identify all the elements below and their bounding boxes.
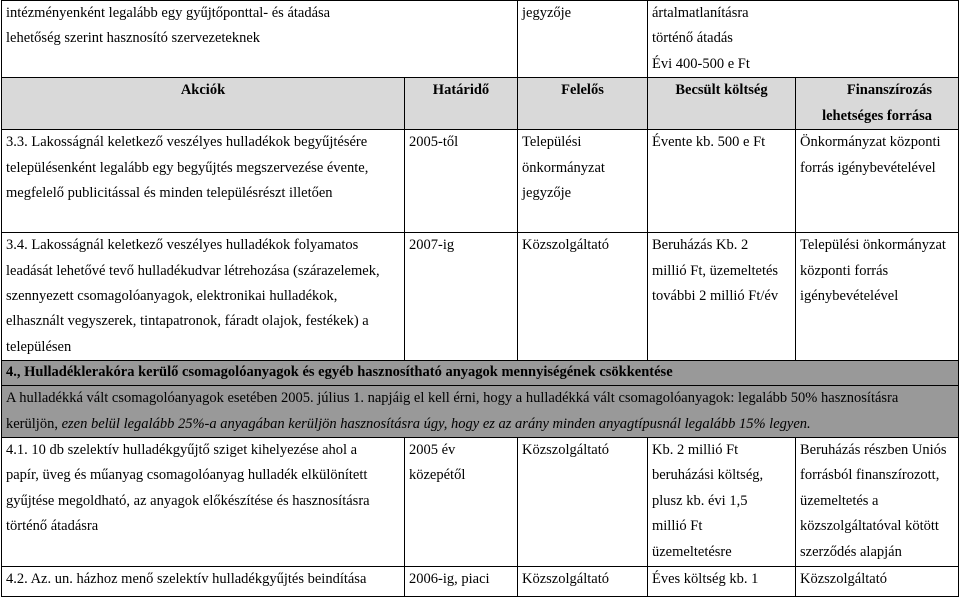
cell-text-line: történő átadás (652, 30, 733, 47)
deadline-cell (405, 233, 518, 361)
cell-text-line: közepétől (409, 467, 466, 484)
cell-text-line: Közszolgáltató (522, 237, 609, 254)
cell-text-line: lehetőség szerint hasznosító szervezeteknek (6, 30, 261, 47)
cell-text-line: ártalmatlanításra (652, 5, 749, 21)
cell-text-line: lehetséges forrása (822, 107, 932, 124)
cost-cell (648, 567, 796, 597)
section-4-description-row (2, 386, 959, 438)
cell-text-line: Közszolgáltató (522, 571, 609, 588)
cell-text-line: településenként legalább egy begyűjtés megszervezése évente, (6, 159, 369, 176)
cell-text-line: Beruházás részben Uniós (800, 442, 947, 459)
table-header-row (2, 78, 959, 130)
cell-text-line: megfelelő publicitással és minden településrészt illetően (6, 185, 333, 202)
cell-text-line: Közszolgáltató (800, 571, 887, 588)
cell-text-line: 2005 év (409, 442, 456, 459)
table-row-4-2 (2, 567, 959, 597)
section-description (2, 386, 959, 438)
table-row-3-3 (2, 130, 959, 233)
cell-text-line: millió Ft, üzemeltetés (652, 262, 779, 279)
header-responsible: Felelős (518, 78, 648, 130)
deadline-cell (405, 567, 518, 597)
cell-text-line: 3.3. Lakosságnál keletkező veszélyes hulladékok begyűjtésére (6, 134, 368, 151)
cell-text-line: közszolgáltatóval kötött (800, 518, 939, 535)
cell-text-line: Kb. 2 millió Ft (652, 442, 739, 459)
cell-text-line: leadását lehetővé tevő hulladékudvar létrehozása (szárazelemek, (6, 262, 380, 279)
cost-cell (648, 233, 796, 361)
cell-text-line: forrásból finanszírozott, (800, 467, 940, 484)
deadline-cell (405, 130, 518, 233)
cell-text-line: történő átadásra (6, 518, 99, 535)
responsible-cell (518, 130, 648, 233)
table-row-4-1 (2, 438, 959, 567)
responsible-cell (518, 438, 648, 567)
cell-text-line: 4.1. 10 db szelektív hulladékgyűjtő sziget kihelyezése ahol a (6, 442, 358, 459)
table-row-3-4 (2, 233, 959, 361)
cell-text-line: jegyzője (522, 5, 572, 21)
cell-text-line: Éves költség kb. 1 (652, 571, 759, 588)
cost-cell (648, 438, 796, 567)
cell-text-line: Települési önkormányzat (800, 237, 946, 254)
cell-text-line: 4.2. Az. un. házhoz menő szelektív hulladékgyűjtés beindítása (6, 571, 367, 588)
cell-text-line: szennyezett csomagolóanyagok, elektronikai hulladékok, (6, 288, 338, 305)
cell-text-line: önkormányzat (522, 159, 605, 176)
cell-text-line: intézményenként legalább egy gyűjtőponttal- és átadása (6, 5, 331, 21)
description-cell (2, 438, 405, 567)
cell-text-line: 2006-ig, piaci (409, 571, 490, 588)
header-deadline: Határidő (405, 78, 518, 130)
funding-cell (796, 130, 959, 233)
deadline-cell (405, 438, 518, 567)
cell-text-line: beruházási költség, (652, 467, 764, 484)
cell-text-line: Közszolgáltató (522, 442, 609, 459)
funding-cell (796, 567, 959, 597)
action-plan-table (1, 0, 959, 597)
cell-text-line: 2007-ig (409, 237, 455, 254)
section-description-line (6, 412, 954, 437)
funding-cell (796, 233, 959, 361)
cell-text-line: gyűjtése megoldható, az anyagok előkészítése és hasznosításra (6, 492, 370, 509)
cell-text-line: millió Ft (652, 518, 703, 535)
cell-text-line: Finanszírozás (846, 82, 932, 99)
cell-text-line: Önkormányzat központi (800, 134, 941, 151)
cell-text-line: Évente kb. 500 e Ft (652, 134, 766, 151)
description-cell (2, 1, 518, 78)
section-description-italic: ezen belül legalább 25%-a anyagában kerüljön hasznosításra úgy, hogy ez az arány minden anyagtípusnál legalább 15% legyen. (61, 415, 811, 432)
cell-text-line: jegyzője (522, 185, 572, 202)
responsible-cell (518, 233, 648, 361)
cell-text-line: szerződés alapján (800, 543, 902, 560)
cell-text-line: Települési (522, 134, 582, 151)
cell-text-line: plusz kb. évi 1,5 (652, 492, 748, 509)
description-cell (2, 567, 405, 597)
cell-text-line: központi forrás (800, 262, 889, 279)
cell-text-line: településen (6, 338, 72, 355)
cell-text-line: elhasznált vegyszerek, tintapatronok, fáradt olajok, festékek) a (6, 313, 369, 330)
section-4-title-row (2, 361, 959, 386)
cell-text-line: Beruházás Kb. 2 (652, 237, 749, 254)
cell-text-line: üzemeltetés a (800, 492, 879, 509)
header-actions: Akciók (2, 78, 405, 130)
cell-text-line: forrás igénybevételével (800, 159, 936, 176)
cost-cell (648, 1, 959, 78)
cost-cell (648, 130, 796, 233)
header-cost: Becsült költség (648, 78, 796, 130)
table-row-continued (2, 1, 959, 78)
section-description-plain: kerüljön, (6, 415, 62, 432)
section-description-line: A hulladékká vált csomagolóanyagok esetében 2005. július 1. napjáig el kell érni, hogy a hulladékká vált csomagolóanyagok: legalább 50% hasznosításra (6, 390, 899, 407)
cell-text-line: papír, üveg és műanyag csomagolóanyag hulladék elkülönített (6, 467, 368, 484)
cell-text-line: 2005-től (409, 134, 459, 151)
description-cell (2, 130, 405, 233)
section-title: 4., Hulladéklerakóra kerülő csomagolóanyagok és egyéb hasznosítható anyagok mennyiségének csökkentése (2, 361, 959, 386)
cell-text-line: további 2 millió Ft/év (652, 288, 779, 305)
funding-cell (796, 438, 959, 567)
description-cell (2, 233, 405, 361)
responsible-cell (518, 567, 648, 597)
cell-text-line: 3.4. Lakosságnál keletkező veszélyes hulladékok folyamatos (6, 237, 359, 254)
header-funding (796, 78, 959, 130)
responsible-cell (518, 1, 648, 78)
cell-text-line: Évi 400-500 e Ft (652, 55, 750, 72)
cell-text-line: igénybevételével (800, 288, 899, 305)
cell-text-line: üzemeltetésre (652, 543, 732, 560)
